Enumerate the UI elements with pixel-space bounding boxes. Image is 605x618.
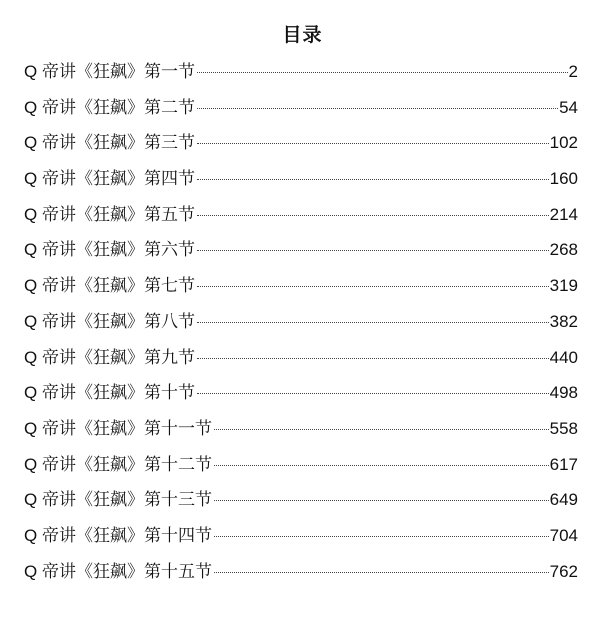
toc-entry-page: 704 — [549, 525, 578, 545]
toc-entry-page: 762 — [549, 561, 578, 581]
toc-entry-page: 649 — [549, 490, 578, 510]
toc-entry-page: 498 — [549, 383, 578, 403]
toc-entry[interactable] — [24, 90, 578, 126]
toc-dot-leader — [214, 536, 549, 537]
toc-entry[interactable] — [24, 268, 578, 304]
toc-entry-label: Q 帝讲《狂飙》第一节 — [24, 62, 195, 81]
toc-entry[interactable] — [24, 197, 578, 233]
toc-dot-leader — [214, 465, 549, 466]
toc-entry-page: 54 — [559, 97, 578, 117]
toc-title: 目录 — [282, 24, 323, 46]
toc-entry[interactable] — [24, 54, 578, 90]
toc-entry-label: Q 帝讲《狂飙》第十三节 — [24, 490, 212, 510]
toc-dot-leader — [197, 143, 549, 144]
toc-entry-page: 440 — [549, 347, 578, 367]
toc-entry[interactable] — [24, 554, 578, 590]
toc-entry[interactable] — [24, 161, 578, 197]
toc-dot-leader — [197, 322, 549, 323]
toc-dot-leader — [197, 108, 558, 109]
toc-entry[interactable] — [24, 304, 578, 340]
toc-entry-page: 268 — [549, 240, 578, 260]
toc-list — [24, 54, 578, 589]
toc-entry[interactable] — [24, 125, 578, 161]
toc-entry-label: Q 帝讲《狂飙》第十四节 — [24, 525, 212, 545]
toc-entry-page: 2 — [568, 62, 578, 81]
toc-dot-leader — [214, 429, 549, 430]
toc-entry-label: Q 帝讲《狂飙》第十五节 — [24, 561, 212, 581]
toc-dot-leader — [214, 500, 549, 501]
toc-entry-page: 382 — [549, 311, 578, 331]
toc-entry-label: Q 帝讲《狂飙》第二节 — [24, 97, 195, 117]
toc-dot-leader — [197, 215, 549, 216]
toc-entry[interactable] — [24, 482, 578, 518]
toc-entry-label: Q 帝讲《狂飙》第八节 — [24, 311, 195, 331]
toc-entry[interactable] — [24, 518, 578, 554]
toc-dot-leader — [197, 179, 549, 180]
toc-entry-label: Q 帝讲《狂飙》第五节 — [24, 204, 195, 224]
toc-entry-page: 558 — [549, 418, 578, 438]
toc-entry-label: Q 帝讲《狂飙》第十节 — [24, 383, 195, 403]
toc-dot-leader — [197, 250, 549, 251]
toc-entry-label: Q 帝讲《狂飙》第三节 — [24, 133, 195, 153]
toc-entry[interactable] — [24, 340, 578, 376]
toc-dot-leader — [214, 572, 549, 573]
toc-entry[interactable] — [24, 232, 578, 268]
toc-entry-label: Q 帝讲《狂飙》第十一节 — [24, 418, 212, 438]
toc-dot-leader — [197, 286, 549, 287]
toc-entry-label: Q 帝讲《狂飙》第四节 — [24, 169, 195, 189]
toc-entry[interactable] — [24, 375, 578, 411]
toc-dot-leader — [197, 393, 549, 394]
toc-dot-leader — [197, 72, 568, 73]
toc-entry[interactable] — [24, 411, 578, 447]
toc-entry-page: 214 — [549, 204, 578, 224]
toc-entry-page: 102 — [549, 133, 578, 153]
toc-entry-label: Q 帝讲《狂飙》第七节 — [24, 276, 195, 296]
toc-entry[interactable] — [24, 447, 578, 483]
toc-entry-page: 160 — [549, 169, 578, 189]
toc-dot-leader — [197, 358, 549, 359]
toc-entry-page: 617 — [549, 454, 578, 474]
toc-entry-label: Q 帝讲《狂飙》第十二节 — [24, 454, 212, 474]
toc-entry-label: Q 帝讲《狂飙》第六节 — [24, 240, 195, 260]
toc-entry-page: 319 — [549, 276, 578, 296]
toc-entry-label: Q 帝讲《狂飙》第九节 — [24, 347, 195, 367]
